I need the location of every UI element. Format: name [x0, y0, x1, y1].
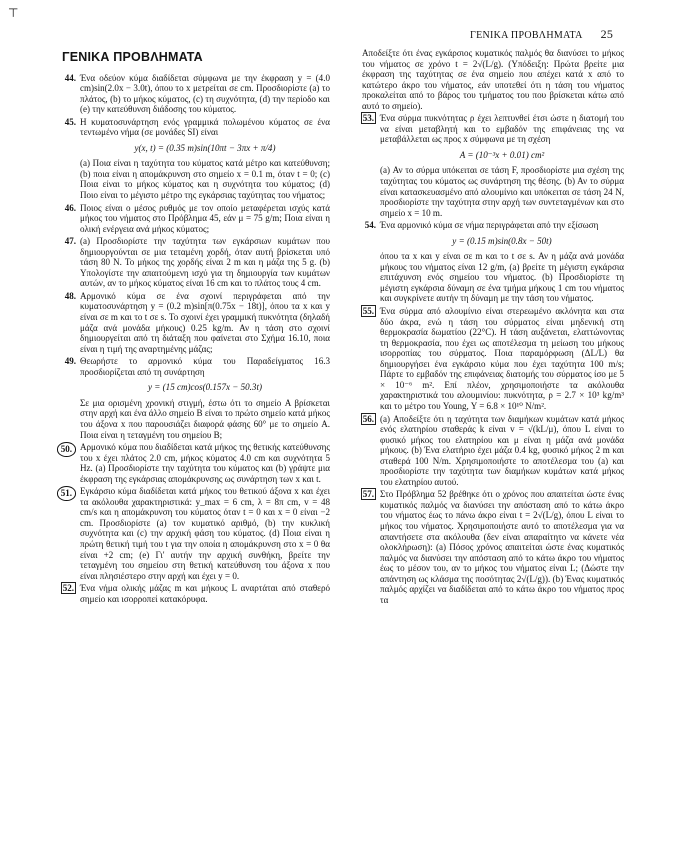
- problem-57: [362, 489, 624, 605]
- problem-45: [62, 117, 330, 201]
- problem-56: [362, 414, 624, 488]
- problem-52-continued: Αποδείξτε ότι ένας εγκάρσιος κυματικός παλμός θα διανύσει το μήκος του νήματος σε χρόνο t = 2√(L/g). (Υπόδειξη: Πρώτα βρείτε μια έκφραση της ταχύτητας σε ένα σημείο που απέχει κατά x από το κατώτερο άκρο του νήματος, εάν υποτεθεί ότι η τάση του νήματος προκαλείται από το βάρος του τμήματος του που βρίσκεται κάτω από αυτό το σημείο).: [362, 48, 624, 111]
- problem-number-boxed: [354, 306, 376, 317]
- problem-number: 52.: [62, 583, 74, 594]
- corner-mark: ⊤: [8, 6, 19, 20]
- problem-47: [62, 236, 330, 289]
- problem-48: [62, 291, 330, 354]
- problem-text: Εγκάρσιο κύμα διαδίδεται κατά μήκος του θετικού άξονα x και έχει τα ακόλουθα χαρακτηριστικά: y_max = 6 cm, λ = 8π cm, v = 48 cm/s και η απομάκρυνση του κύματος όταν t = 0 και x = 0 είναι −2 cm. Προσδιορίστε (a) τον κυματικό αριθμό, (b) την κυκλική συχνότητα και (c) την αρχική φάση του κύματος. (d) Ποια είναι η πρώτη θετική τιμή του t για την οποία η απομάκρυνση στο x = 0 θα είναι +2 cm; (e) Γι' αυτήν την αρχική συνθήκη, βρείτε την τεταγμένη του σημείου στη θετική κατεύθυνση του άξονα x που είναι πλησιέστερο στην αρχή και έχει y = 0.: [80, 486, 330, 581]
- equation: y = (0.15 m)sin(0.8x − 50t): [452, 235, 552, 246]
- problem-53: [362, 113, 624, 218]
- problem-46: [62, 203, 330, 235]
- problem-text: Σε μια ορισμένη χρονική στιγμή, έστω ότι το σημείο A βρίσκεται στην αρχή και ένα άλλο σημείο B είναι το πρώτο σημείο κατά μήκος του άξονα x που παρουσιάζει διαφορά φάσης 60° με το σημείο A. Ποια είναι η τεταγμένη του σημείου B;: [80, 397, 330, 440]
- section-title: ΓΕΝΙΚΑ ΠΡΟΒΛΗΜΑΤΑ: [62, 50, 203, 64]
- problem-text: Ένα σύρμα από αλουμίνιο είναι στερεωμένο ακλόνητα και στα δύο άκρα, ενώ η τάση του σύρματος είναι μηδενική στη θερμοκρασία δωματίου (22°C). Η τάση αυξάνεται, ελαττώνοντας τη θερμοκρασία, που έχει ως αποτέλεσμα τη μείωση του μήκους ισορροπίας του σύρματος. Ποια παραμόρφωση (ΔL/L) θα δημιουργήσει ένα εγκάρσιο κύμα που έχει ταχύτητα 100 m/s; Πάρτε το εμβαδόν της επιφάνειας διατομής του σύρματος ίσο με 5 × 10⁻⁶ m². Επί πλέον, χρησιμοποιήστε τα ακόλουθα χαρακτηριστικά του αλουμινίου: πυκνότητα, ρ = 2.7 × 10³ kg/m³ και το μέτρο του Young, Y = 6.8 × 10¹⁰ N/m².: [380, 306, 624, 411]
- right-column: [362, 48, 624, 607]
- problem-number-circled: [54, 442, 76, 457]
- problem-number: 56.: [362, 413, 374, 424]
- problem-text: (a) Προσδιορίστε την ταχύτητα των εγκάρσιων κυμάτων που δημιουργούνται σε μια τεταμένη χορδή, όταν αυτή βρίσκεται υπό τάση 80 N. Το μήκος της χορδής είναι 2 m και η μάζα της 5 g. (b) Υπολογίστε την απαιτούμενη ισχύ για τη δημιουργία των κυμάτων αυτών, αν το μήκος κύματος είναι 16 cm και το πλάτος τους 4 cm.: [80, 236, 330, 289]
- problem-52: [62, 583, 330, 604]
- problem-number: 57.: [362, 489, 374, 500]
- problem-text: όπου τα x και y είναι σε m και το t σε s. Αν η μάζα ανά μονάδα μήκους του νήματος είναι 12 g/m, (a) βρείτε τη μέγιστη εγκάρσια επιτάχυνση ενός σημείου του νήματος. (b) Προσδιορίστε τη μέγιστη εγκάρσια δύναμη σε ένα τμήμα μήκους 1 cm του νήματος και συγκρίνετε αυτήν τη δύναμη με την τάση του νήματος.: [380, 251, 624, 304]
- problem-text: Ένα σύρμα πυκνότητας ρ έχει λεπτυνθεί έτσι ώστε η διατομή του να είναι μεταβλητή και το εμβαδόν της επιφάνειας της να μεταβάλλεται ως προς x σύμφωνα με τη σχέση: [380, 113, 624, 145]
- page-number: 25: [600, 27, 614, 41]
- problem-text: Θεωρήστε το αρμονικό κύμα του Παραδείγματος 16.3 προσδιορίζεται από τη συνάρτηση: [80, 356, 330, 377]
- problem-number: 45.: [64, 116, 76, 127]
- problem-number: 50.: [57, 442, 76, 457]
- problem-number: 49.: [64, 356, 76, 367]
- problem-text: (a) Αποδείξτε ότι η ταχύτητα των διαμήκων κυμάτων κατά μήκος ενός ελατηρίου σταθεράς k είναι v = √(kL/μ), όπου L είναι το φυσικό μήκος του ελατηρίου και μ είναι η μάζα ανά μονάδα μήκους. (b) Ένα ελατήριο έχει μάζα 0.4 kg, φυσικό μήκος 2 m και σταθερά 100 N/m. Χρησιμοποιήστε το αποτέλεσμα του (a) και προσδιορίστε την ταχύτητα των διαμήκων κυμάτων κατά μήκος του ελατηρίου αυτού.: [380, 413, 624, 487]
- problem-number: 51.: [57, 486, 76, 501]
- problem-number: 46.: [64, 202, 76, 213]
- problem-number: 53.: [362, 113, 374, 124]
- problem-text: Ένα οδεύον κύμα διαδίδεται σύμφωνα με την έκφραση y = (4.0 cm)sin(2.0x − 3.0t), όπου το x μετρείται σε cm. Προσδιορίστε (a) το πλάτος, (b) το μήκος κύματος, (c) τη συχνότητα, (d) την περίοδο και (e) την κατεύθυνση διάδοσης του κύματος.: [80, 72, 330, 115]
- problem-number: 44.: [64, 72, 76, 83]
- problem-text: Η κυματοσυνάρτηση ενός γραμμικά πολωμένου κύματος σε ένα τεντωμένο νήμα (σε μονάδες SI) είναι: [80, 116, 330, 138]
- problem-number: 54.: [364, 220, 376, 231]
- problem-number: 47.: [64, 236, 76, 247]
- problem-number-boxed: [54, 583, 76, 594]
- problem-text: Στο Πρόβλημα 52 βρέθηκε ότι ο χρόνος που απαιτείται ώστε ένας κυματικός παλμός να διανύσει την απόσταση από το κάτω άκρο του νήματος έως το πάνω άκρο είναι t = 2√(L/g), όπου L είναι το μήκος του νήματος. Χρησιμοποιήστε αυτό το αποτέλεσμα για να απαντήσετε στα ακόλουθα (δεν είναι απαραίτητο να κάνετε νέα ολοκλήρωση): (a) Πόσος χρόνος απαιτείται ώστε ένας κυματικός παλμός να διανύσει την απόσταση από το κάτω άκρο του νήματος έως το μέσον του, αν το μήκος του νήματος είναι L; (Δώστε την απάντηση ως κλάσμα της ποσότητας 2√(L/g)). (b) Ένας κυματικός παλμός αρχίζει να διαδίδεται από το κάτω άκρο του νήματος προς τα: [380, 489, 624, 605]
- problem-49: [62, 356, 330, 440]
- problem-text: Αρμονικό κύμα σε ένα σχοινί περιγράφεται από την κυματοσυνάρτηση y = (0.2 m)sin[π(0.75x − 18t)], όπου τα x και y είναι σε m και το t σε s. Το σχοινί έχει γραμμική πυκνότητα (δηλαδή μάζα ανά μονάδα μήκους) 0.25 kg/m. Αν η τάση στο σχοινί δημιουργείται από τη διάταξη που φαίνεται στο Σχήμα 16.10, ποια είναι η τιμή της αναρτημένης μάζας;: [80, 290, 330, 354]
- problem-text: Ποιος είναι ο μέσος ρυθμός με τον οποίο μεταφέρεται ισχύς κατά μήκος του νήματος στο Πρόβλημα 45, εάν μ = 75 g/m; Ποια είναι η ολική ενέργεια ανά μήκος κύματος;: [80, 202, 330, 234]
- problem-text: (a) Αν το σύρμα υπόκειται σε τάση F, προσδιορίστε μια σχέση της ταχύτητας του κύματος ως συνάρτηση της θέσης. (b) Αν το σύρμα είναι κατασκευασμένο από αλουμίνιο και υπόκειται σε τάση 24 N, προσδιορίστε την ταχύτητα στην αρχή των συντεταγμένων και στο σημείο x = 10 m.: [380, 165, 624, 218]
- problem-number: 55.: [362, 306, 374, 317]
- problem-51: [62, 486, 330, 581]
- running-header: [470, 27, 613, 42]
- equation: y(x, t) = (0.35 m)sin(10πt − 3πx + π/4): [134, 142, 276, 153]
- problem-number-circled: [54, 486, 76, 501]
- problem-44: [62, 73, 330, 115]
- problem-text: Ένα αρμονικό κύμα σε νήμα περιγράφεται από την εξίσωση: [380, 220, 599, 231]
- problem-number-boxed: [354, 113, 376, 124]
- problem-54: [362, 220, 624, 304]
- problem-text: (a) Ποια είναι η ταχύτητα του κύματος κατά μέτρο και κατεύθυνση; (b) ποια είναι η απομάκρυνση στο σημείο x = 0.1 m, όταν t = 0; (c) Ποια είναι το μήκος κύματος και η συχνότητα του κύματος; (d) Ποιο είναι το μέγιστο μέτρο της εγκάρσιας ταχύτητας του νήματος;: [80, 158, 330, 201]
- problem-number: 48.: [64, 290, 76, 301]
- running-title: ΓΕΝΙΚΑ ΠΡΟΒΛΗΜΑΤΑ: [470, 30, 583, 41]
- problem-text: Αρμονικό κύμα που διαδίδεται κατά μήκος της θετικής κατεύθυνσης του x έχει πλάτος 2.0 cm, μήκος κύματος 4.0 cm και συχνότητα 5 Hz. (a) Προσδιορίστε την ταχύτητα του κύματος και (b) γράψτε μια έκφραση της εγκάρσιας απομάκρυνσης ως συνάρτηση των x και t.: [80, 442, 330, 484]
- problem-text: Ένα νήμα ολικής μάζας m και μήκους L αναρτάται από σταθερό σημείο και ισορροπεί κατακόρυφα.: [80, 583, 330, 604]
- equation: A = (10⁻³x + 0.01) cm²: [459, 149, 545, 160]
- equation: y = (15 cm)cos(0.157x − 50.3t): [148, 382, 262, 393]
- problem-50: [62, 442, 330, 484]
- problem-number-boxed: [354, 414, 376, 425]
- problem-number-boxed: [354, 489, 376, 500]
- problem-55: [362, 306, 624, 411]
- left-column: [62, 48, 330, 606]
